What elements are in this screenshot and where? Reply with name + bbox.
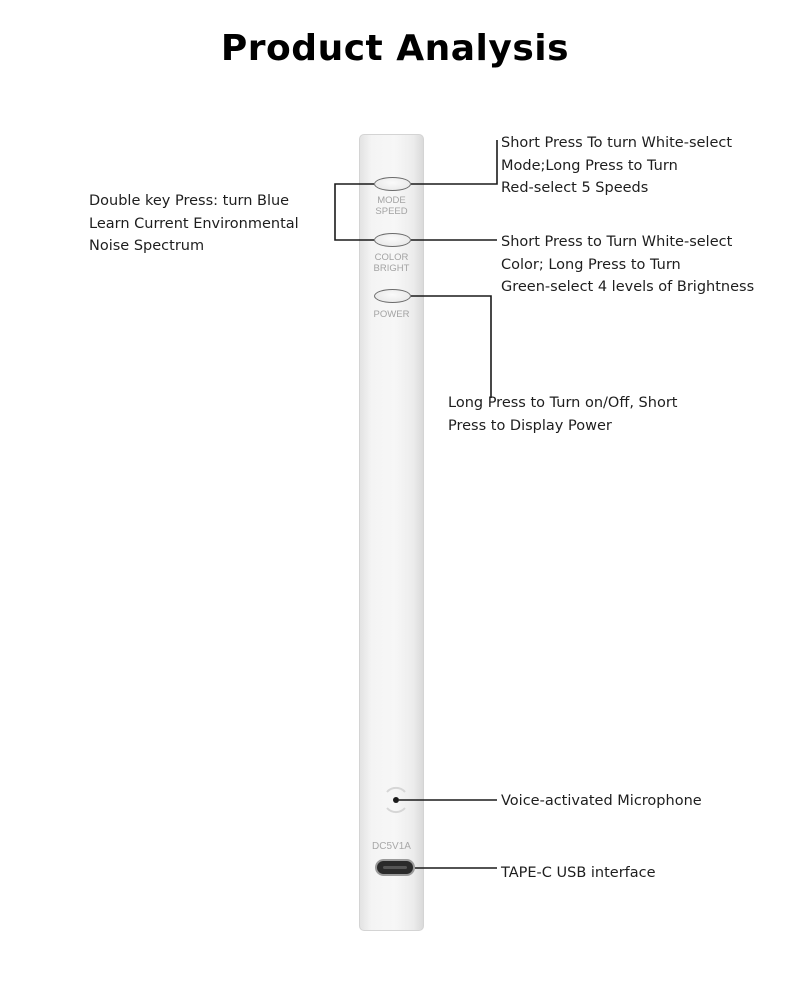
double-key-note: Double key Press: turn Blue Learn Current Environmental Noise Spectrum	[89, 193, 299, 254]
power-leader	[411, 296, 491, 398]
usb-note: TAPE-C USB interface	[501, 865, 656, 881]
mode-speed-leader	[411, 140, 497, 184]
double-key-leader	[335, 184, 374, 240]
port-rating-label: DC5V1A	[372, 841, 411, 852]
bright-label: BRIGHT	[373, 263, 410, 274]
color-label: COLOR	[374, 252, 409, 263]
power-label-text: POWER	[373, 309, 410, 320]
color-bright-note: Short Press to Turn White-select Color; Long Press to Turn Green-select 4 levels of Brightness	[501, 234, 755, 295]
power-note: Long Press to Turn on/Off, Short Press to Display Power	[448, 395, 678, 434]
mode-label: MODE	[377, 195, 406, 206]
page-title: Product Analysis	[220, 28, 570, 69]
speed-label: SPEED	[375, 206, 408, 217]
microphone-note: Voice-activated Microphone	[501, 793, 702, 809]
mode-speed-note: Short Press To turn White-select Mode;Long Press to Turn Red-select 5 Speeds	[501, 135, 733, 196]
